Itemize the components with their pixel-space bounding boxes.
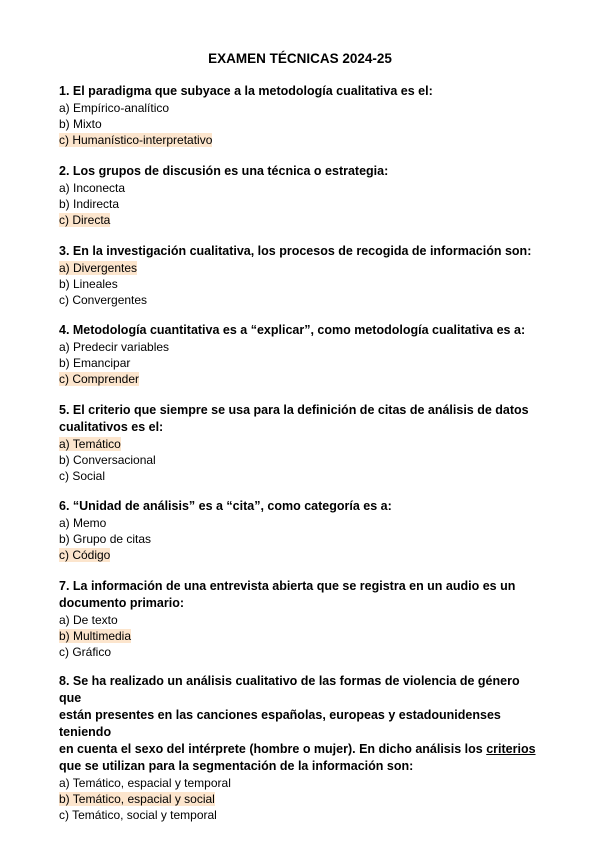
question-4 [59,322,539,387]
question-8-stem-line-4: que se utilizan para la segmentación de la información son: [59,759,414,773]
question-8 [59,673,539,823]
question-7-stem-line-2: documento primario: [59,596,185,610]
question-5-stem-line-1: 5. El criterio que siempre se usa para la definición de citas de análisis de datos [59,403,529,417]
question-1 [59,83,539,148]
highlighted-answer: a) Divergentes [59,261,138,275]
question-4-stem: 4. Metodología cuantitativa es a “explicar”, como metodología cualitativa es a: [59,323,526,337]
question-6 [59,498,539,563]
exam-title: EXAMEN TÉCNICAS 2024-25 [208,51,392,66]
question-4-option-b: b) Emancipar [59,356,131,370]
question-7-option-b [59,628,539,644]
question-2 [59,163,539,228]
question-7 [59,578,539,660]
question-8-stem-line-1: 8. Se ha realizado un análisis cualitativo de las formas de violencia de género que [59,674,520,705]
highlighted-answer: b) Multimedia [59,629,132,643]
question-8-stem-line-3: en cuenta el sexo del intérprete (hombre o mujer). En dicho análisis los criterios [59,742,536,756]
question-5-option-c: c) Social [59,469,106,483]
question-2-option-c [59,212,539,228]
underlined-criterios: criterios [486,742,536,756]
question-7-option-a: a) De texto [59,613,118,627]
question-3 [59,243,539,308]
question-3-option-c: c) Convergentes [59,293,148,307]
question-6-option-a: a) Memo [59,516,107,530]
question-8-option-a: a) Temático, espacial y temporal [59,776,231,790]
question-6-stem: 6. “Unidad de análisis” es a “cita”, como categoría es a: [59,499,392,513]
question-1-stem: 1. El paradigma que subyace a la metodología cualitativa es el: [59,84,433,98]
question-4-option-a: a) Predecir variables [59,340,170,354]
highlighted-answer: c) Directa [59,213,111,227]
question-7-stem-line-1: 7. La información de una entrevista abierta que se registra en un audio es un [59,579,516,593]
highlighted-answer: b) Temático, espacial y social [59,792,215,806]
question-5 [59,402,539,484]
question-6-option-c [59,547,539,563]
question-1-option-b: b) Mixto [59,117,102,131]
question-8-option-c: c) Temático, social y temporal [59,808,217,822]
question-2-stem: 2. Los grupos de discusión es una técnica o estrategia: [59,164,389,178]
question-6-option-b: b) Grupo de citas [59,532,152,546]
question-2-option-a: a) Inconecta [59,181,126,195]
highlighted-answer: c) Código [59,548,111,562]
highlighted-answer: c) Comprender [59,372,140,386]
question-5-option-b: b) Conversacional [59,453,156,467]
question-4-option-c [59,371,539,387]
question-1-option-c [59,132,539,148]
question-5-option-a [59,436,539,452]
question-3-stem: 3. En la investigación cualitativa, los procesos de recogida de información son: [59,244,532,258]
highlighted-answer: c) Humanístico-interpretativo [59,133,213,147]
question-8-option-b [59,791,539,807]
question-3-option-b: b) Lineales [59,277,118,291]
question-5-stem-line-2: cualitativos es el: [59,420,164,434]
question-1-option-a: a) Empírico-analítico [59,101,170,115]
question-3-option-a [59,260,539,276]
highlighted-answer: a) Temático [59,437,121,451]
question-2-option-b: b) Indirecta [59,197,120,211]
question-7-option-c: c) Gráfico [59,645,112,659]
question-8-stem-line-2: están presentes en las canciones españolas, europeas y estadounidenses teniendo [59,708,501,739]
